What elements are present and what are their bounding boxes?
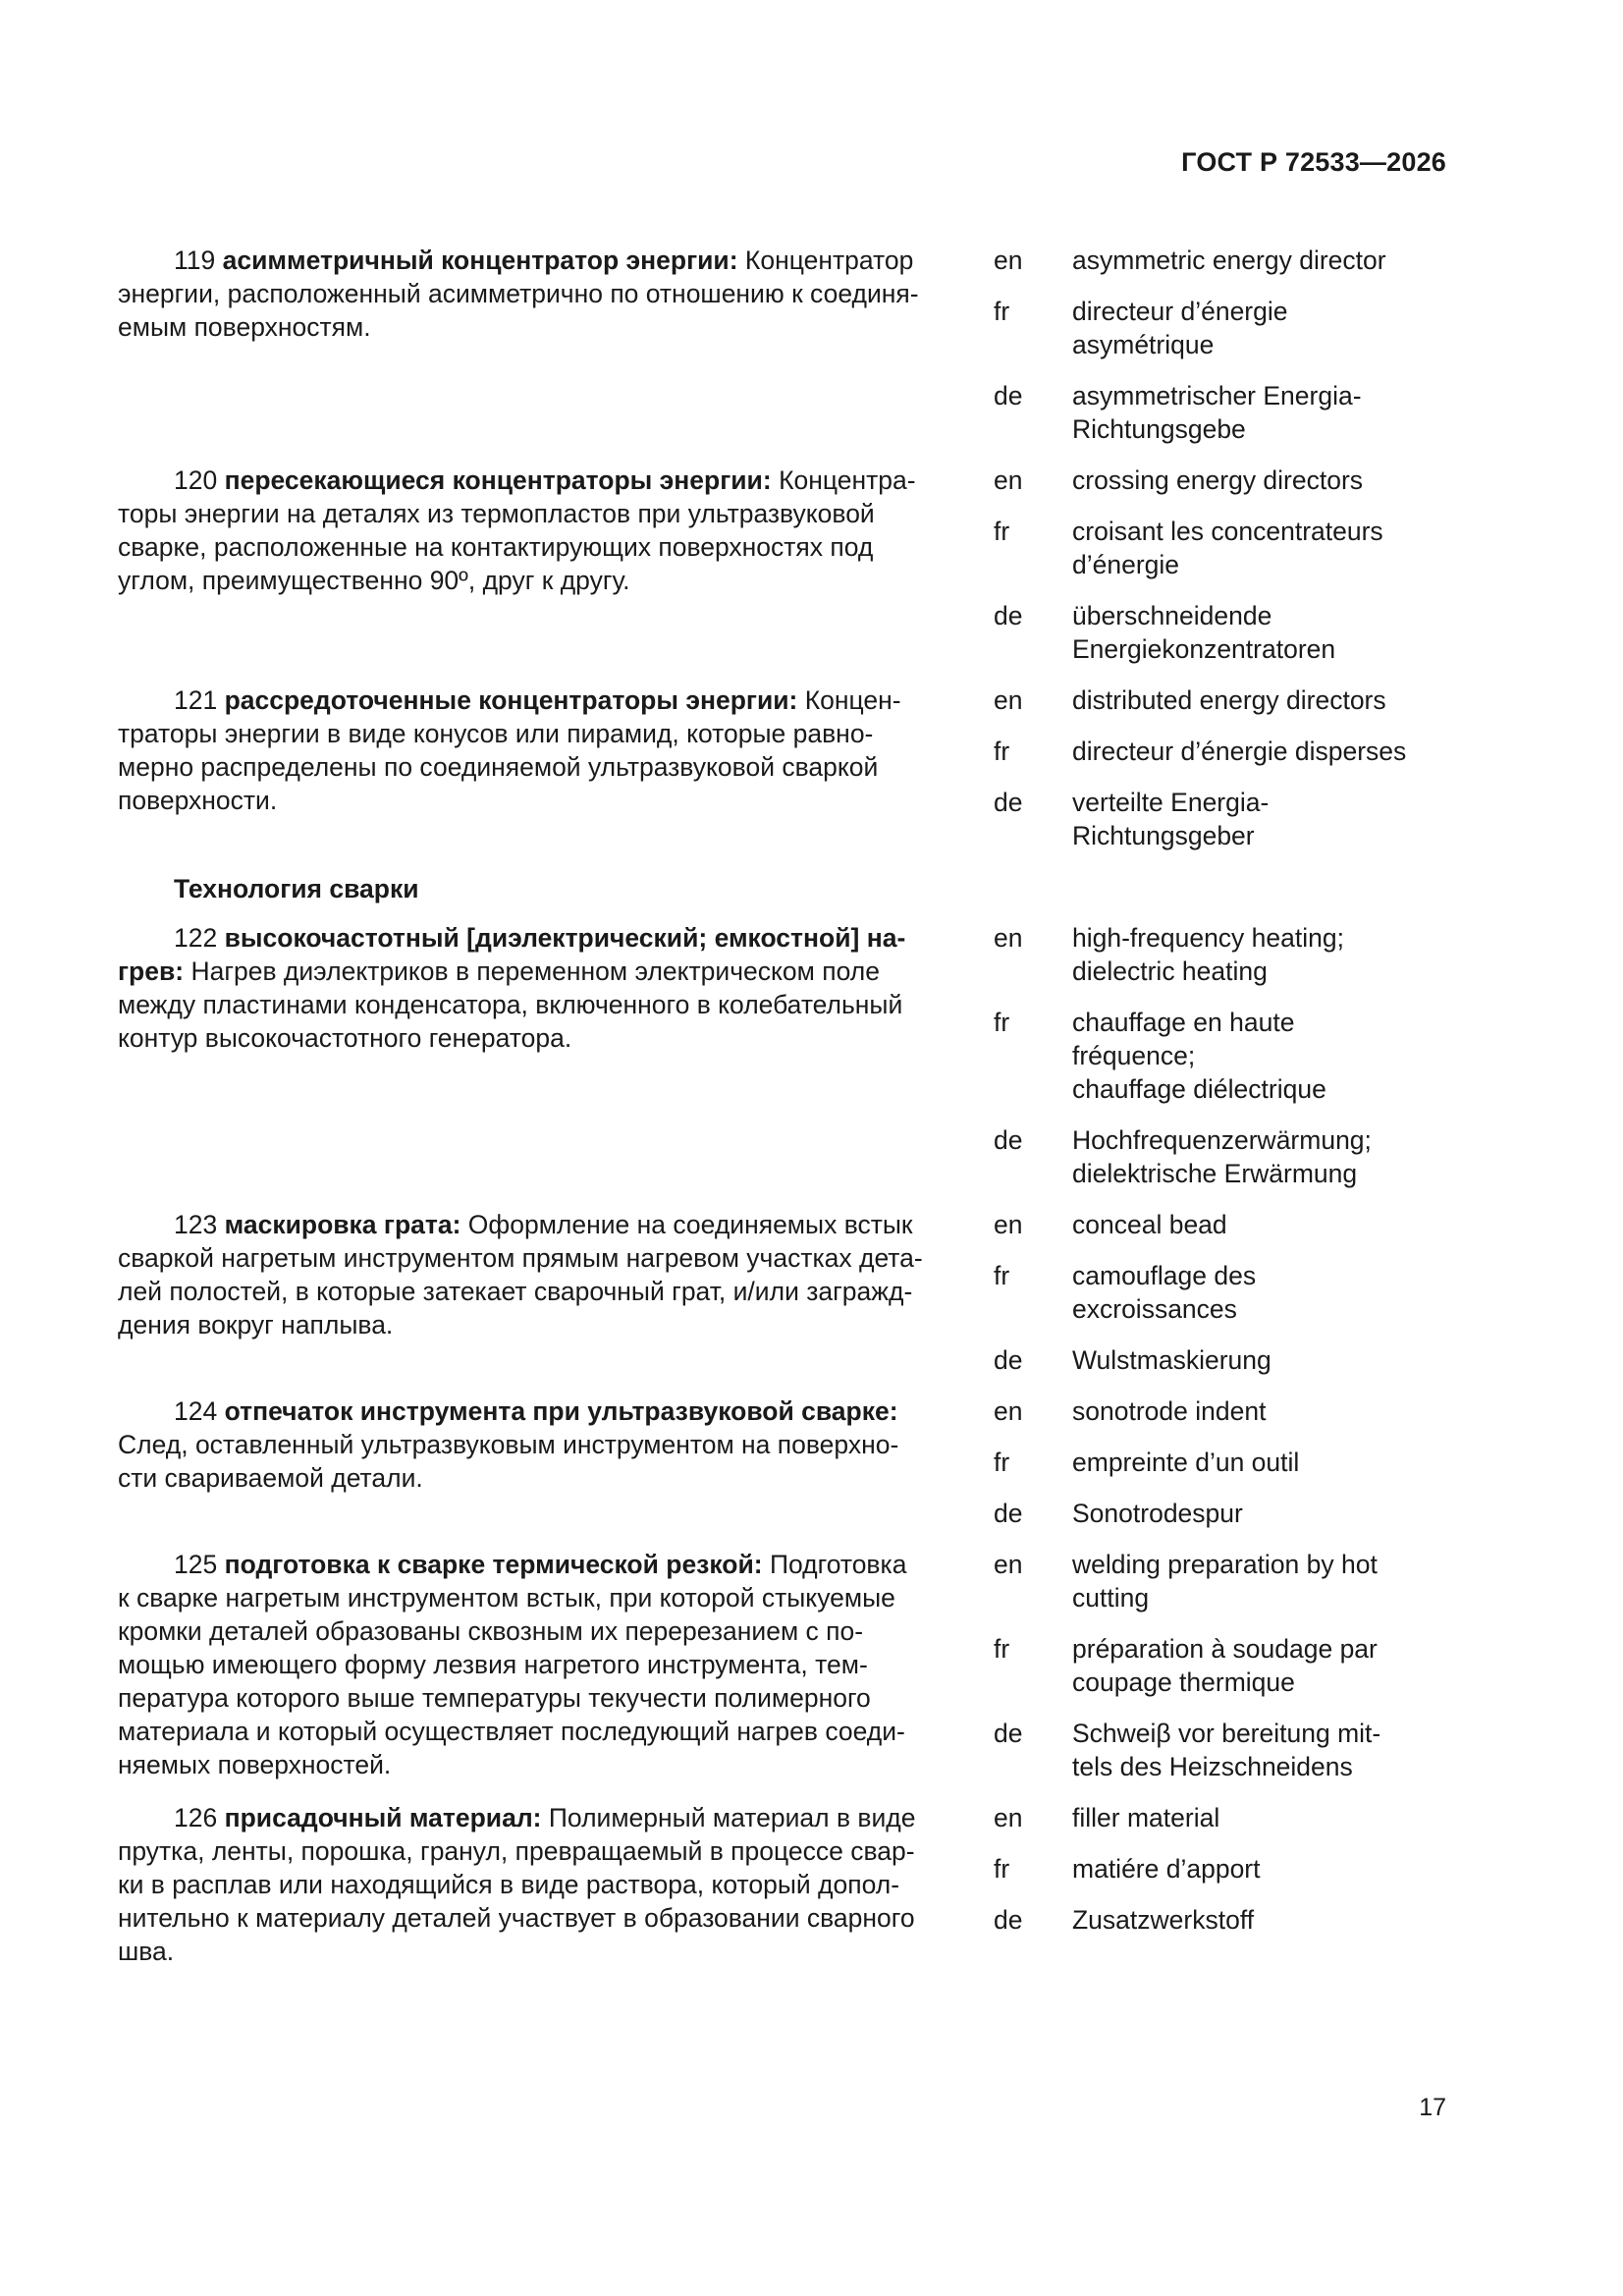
term-number: 125: [174, 1550, 218, 1579]
language-code: en: [994, 246, 1023, 275]
term-definition: [118, 921, 964, 1055]
term-number: 121: [174, 685, 218, 715]
language-code: fr: [994, 297, 1010, 326]
term-name: асимметричный концентратор энергии:: [222, 246, 738, 275]
language-code: en: [994, 1210, 1023, 1239]
language-code: en: [994, 1396, 1023, 1426]
definition-line: [118, 1394, 964, 1428]
definition-line: нительно к материалу деталей участвует в образовании сварного: [118, 1903, 915, 1933]
term-name: рассредоточенные концентраторы энергии:: [224, 685, 798, 715]
definition-line: емым поверхностям.: [118, 312, 371, 342]
term-name: высокочастотный [диэлектрический; емкостной] на-: [224, 923, 906, 953]
language-code: fr: [994, 1261, 1010, 1290]
definition-line: няемых поверхностей.: [118, 1750, 392, 1779]
language-code: de: [994, 1719, 1023, 1748]
language-code: en: [994, 685, 1023, 715]
term-number: 124: [174, 1396, 218, 1426]
definition-line: 121 рассредоточенные концентраторы энергии: Концен-: [174, 685, 901, 715]
definition-line: углом, преимущественно 90º, друг к другу.: [118, 566, 630, 595]
definition-line: шва.: [118, 1937, 175, 1966]
definition-line: [118, 921, 964, 955]
term-number: 122: [174, 923, 218, 953]
language-code: en: [994, 1550, 1023, 1579]
document-header: ГОСТ Р 72533—2026: [1181, 147, 1446, 177]
definition-line: контур высокочастотного генератора.: [118, 1023, 572, 1053]
language-code: fr: [994, 517, 1010, 546]
definition-line: дения вокруг наплыва.: [118, 1310, 394, 1339]
term-definition: [118, 1548, 964, 1781]
term-definition: [118, 683, 964, 817]
term-name: маскировка грата:: [224, 1210, 461, 1239]
definition-line: лей полостей, в которые затекает сварочный грат, и/или загражд-: [118, 1277, 913, 1306]
definition-line: 120 пересекающиеся концентраторы энергии: Концентра-: [174, 465, 916, 495]
term-definition: [118, 1208, 964, 1341]
definition-line: прутка, ленты, порошка, гранул, превращаемый в процессе свар-: [118, 1836, 915, 1866]
definition-line: торы энергии на деталях из термопластов при ультразвуковой: [118, 499, 875, 528]
language-code: fr: [994, 1008, 1010, 1037]
definition-line: мерно распределены по соединяемой ультразвуковой сваркой: [118, 752, 879, 782]
language-code: de: [994, 381, 1023, 410]
term-name: отпечаток инструмента при ультразвуковой сварке:: [224, 1396, 898, 1426]
language-code: fr: [994, 1634, 1010, 1664]
term-definition: [118, 1801, 964, 1968]
definition-line: 125 подготовка к сварке термической резкой: Подготовка: [174, 1550, 907, 1579]
page-number: 17: [1419, 2094, 1446, 2121]
definition-line: След, оставленный ультразвуковым инструментом на поверхно-: [118, 1430, 899, 1459]
language-code: fr: [994, 737, 1010, 766]
language-code: de: [994, 1905, 1023, 1935]
language-code: de: [994, 788, 1023, 817]
definition-line: кромки деталей образованы сквозным их перерезанием с по-: [118, 1616, 864, 1646]
definition-line: материала и который осуществляет последующий нагрев соеди-: [118, 1717, 905, 1746]
definition-line: грев: Нагрев диэлектриков в переменном электрическом поле: [118, 957, 880, 986]
term-definition: [118, 1394, 964, 1495]
language-code: en: [994, 1803, 1023, 1832]
term-name: пересекающиеся концентраторы энергии:: [224, 465, 772, 495]
term-definition: [118, 244, 964, 344]
language-code: de: [994, 1345, 1023, 1375]
definition-line: сваркой нагретым инструментом прямым нагревом участках дета-: [118, 1243, 923, 1273]
definition-line: 126 присадочный материал: Полимерный материал в виде: [174, 1803, 916, 1832]
definition-line: 123 маскировка грата: Оформление на соединяемых встык: [174, 1210, 913, 1239]
definition-line: сварке, расположенные на контактирующих поверхностях под: [118, 532, 874, 562]
language-code: en: [994, 923, 1023, 953]
term-number: 119: [174, 246, 216, 275]
term-number: 123: [174, 1210, 218, 1239]
definition-line: мощью имеющего форму лезвия нагретого инструмента, тем-: [118, 1650, 868, 1679]
definition-line: между пластинами конденсатора, включенного в колебательный: [118, 990, 903, 1019]
language-code: de: [994, 1499, 1023, 1528]
definition-line: сти свариваемой детали.: [118, 1463, 423, 1493]
definition-line: поверхности.: [118, 786, 278, 815]
term-name: подготовка к сварке термической резкой:: [224, 1550, 763, 1579]
language-code: fr: [994, 1448, 1010, 1477]
language-code: de: [994, 601, 1023, 630]
language-code: de: [994, 1125, 1023, 1155]
definition-line: пература которого выше температуры текучести полимерного: [118, 1683, 871, 1713]
term-definition: [118, 464, 964, 597]
definition-line: ки в расплав или находящийся в виде раствора, который допол-: [118, 1870, 900, 1899]
definition-line: энергии, расположенный асимметрично по отношению к соединя-: [118, 279, 919, 308]
language-code: en: [994, 465, 1023, 495]
term-number: 120: [174, 465, 218, 495]
definition-line: траторы энергии в виде конусов или пирамид, которые равно-: [118, 719, 874, 748]
definition-line: 119 асимметричный концентратор энергии: Концентратор: [174, 246, 914, 275]
term-number: 126: [174, 1803, 218, 1832]
definition-line: к сварке нагретым инструментом встык, при которой стыкуемые: [118, 1583, 895, 1613]
term-name: присадочный материал:: [224, 1803, 542, 1832]
section-title: Технология сварки: [174, 874, 419, 903]
language-code: fr: [994, 1854, 1010, 1884]
